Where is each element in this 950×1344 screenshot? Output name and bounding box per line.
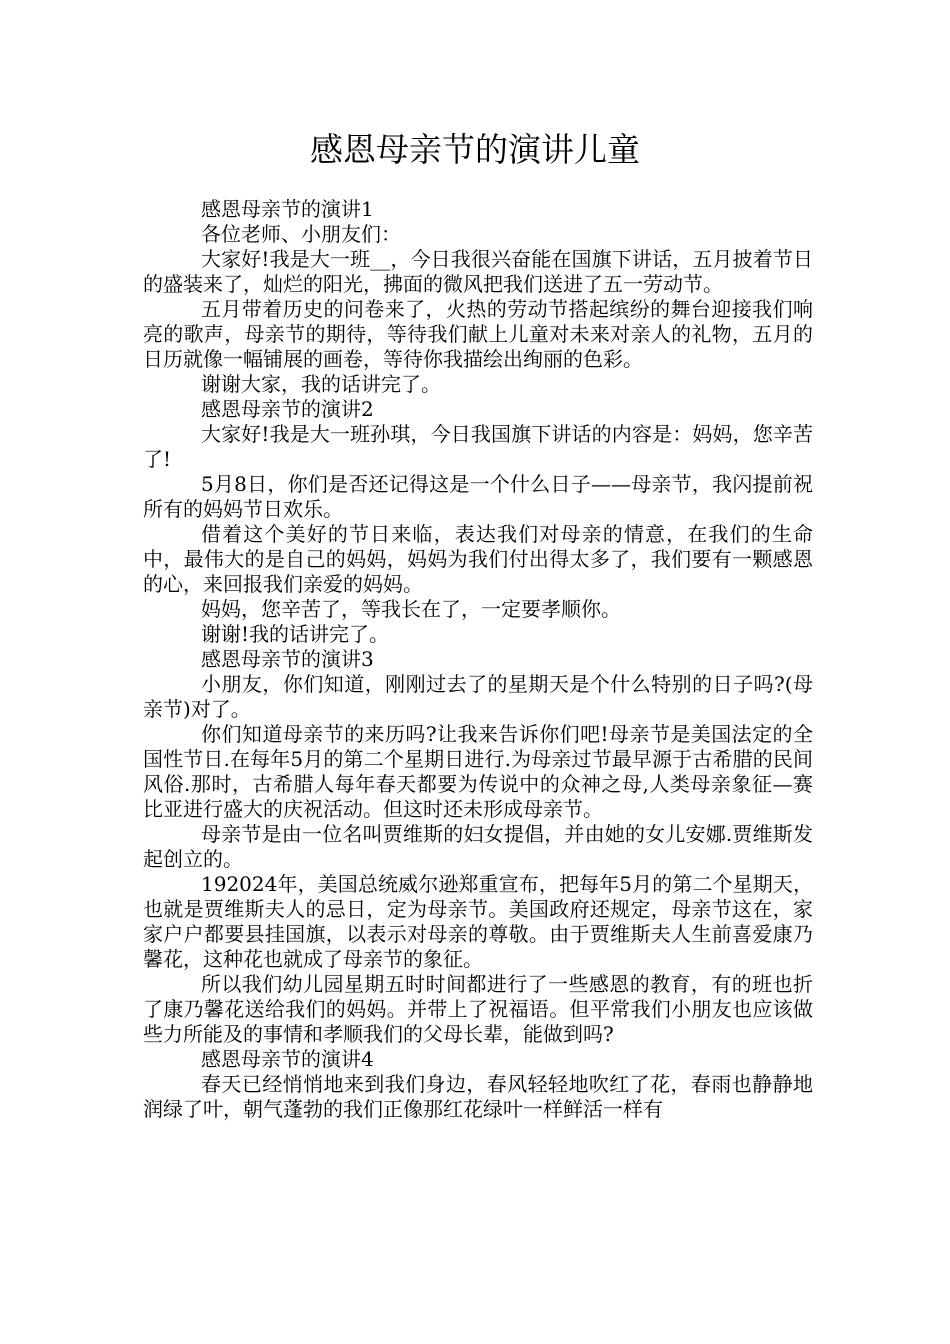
paragraph: 谢谢!我的话讲完了。 — [201, 622, 390, 646]
paragraph: 五月带着历史的问卷来了，火热的劳动节搭起缤纷的舞台迎接我们响亮的歌声，母亲节的期待，等待我们献上儿童对未来对亲人的礼物，五月的日历就像一幅铺展的画卷，等待你我描绘出绚丽的色彩。 — [143, 297, 813, 371]
paragraph-heading-2: 感恩母亲节的演讲2 — [201, 397, 374, 421]
paragraph: 所以我们幼儿园星期五时时间都进行了一些感恩的教育，有的班也折了康乃馨花送给我们的妈妈。并带上了祝福语。但平常我们小朋友也应该做些力所能及的事情和孝顺我们的父母长辈，能做到吗? — [143, 972, 813, 1046]
paragraph: 5月8日，你们是否还记得这是一个什么日子——母亲节，我闪提前祝所有的妈妈节日欢乐。 — [143, 472, 813, 521]
paragraph: 借着这个美好的节日来临，表达我们对母亲的情意，在我们的生命中，最伟大的是自己的妈妈，妈妈为我们付出得太多了，我们要有一颗感恩的心，来回报我们亲爱的妈妈。 — [143, 522, 813, 596]
paragraph: 192024年，美国总统威尔逊郑重宣布，把每年5月的第二个星期天，也就是贾维斯夫人的忌日，定为母亲节。美国政府还规定，母亲节这在，家家户户都要县挂国旗，以表示对母亲的尊敬。由于贾维斯夫人生前喜爱康乃馨花，这种花也就成了母亲节的象征。 — [143, 872, 813, 971]
document-body — [143, 197, 813, 1122]
paragraph: 你们知道母亲节的来历吗?让我来告诉你们吧!母亲节是美国法定的全国性节日.在每年5月的第二个星期日进行.为母亲过节最早源于古希腊的民间风俗.那时，古希腊人每年春天都要为传说中的众神之母,人类母亲象征—赛比亚进行盛大的庆祝活动。但这时还未形成母亲节。 — [143, 722, 813, 821]
paragraph: 大家好!我是大一班__，今日我很兴奋能在国旗下讲话，五月披着节日的盛装来了，灿烂的阳光，拂面的微风把我们送进了五一劳动节。 — [143, 247, 813, 296]
paragraph: 谢谢大家，我的话讲完了。 — [201, 372, 441, 396]
paragraph: 小朋友，你们知道，刚刚过去了的星期天是个什么特别的日子吗?(母亲节)对了。 — [143, 672, 813, 721]
paragraph: 春天已经悄悄地来到我们身边，春风轻轻地吹红了花，春雨也静静地润绿了叶，朝气蓬勃的我们正像那红花绿叶一样鲜活一样有 — [143, 1072, 813, 1121]
paragraph-heading-3: 感恩母亲节的演讲3 — [201, 647, 374, 671]
paragraph: 大家好!我是大一班孙琪，今日我国旗下讲话的内容是：妈妈，您辛苦了! — [143, 422, 813, 471]
paragraph: 母亲节是由一位名叫贾维斯的妇女提倡，并由她的女儿安娜.贾维斯发起创立的。 — [143, 822, 813, 871]
paragraph-heading-4: 感恩母亲节的演讲4 — [201, 1047, 374, 1071]
paragraph-heading-1: 感恩母亲节的演讲1 — [201, 197, 374, 221]
document-title: 感恩母亲节的演讲儿童 — [310, 130, 640, 169]
paragraph-greeting-1: 各位老师、小朋友们： — [201, 222, 401, 246]
paragraph: 妈妈，您辛苦了，等我长在了，一定要孝顺你。 — [201, 597, 621, 621]
